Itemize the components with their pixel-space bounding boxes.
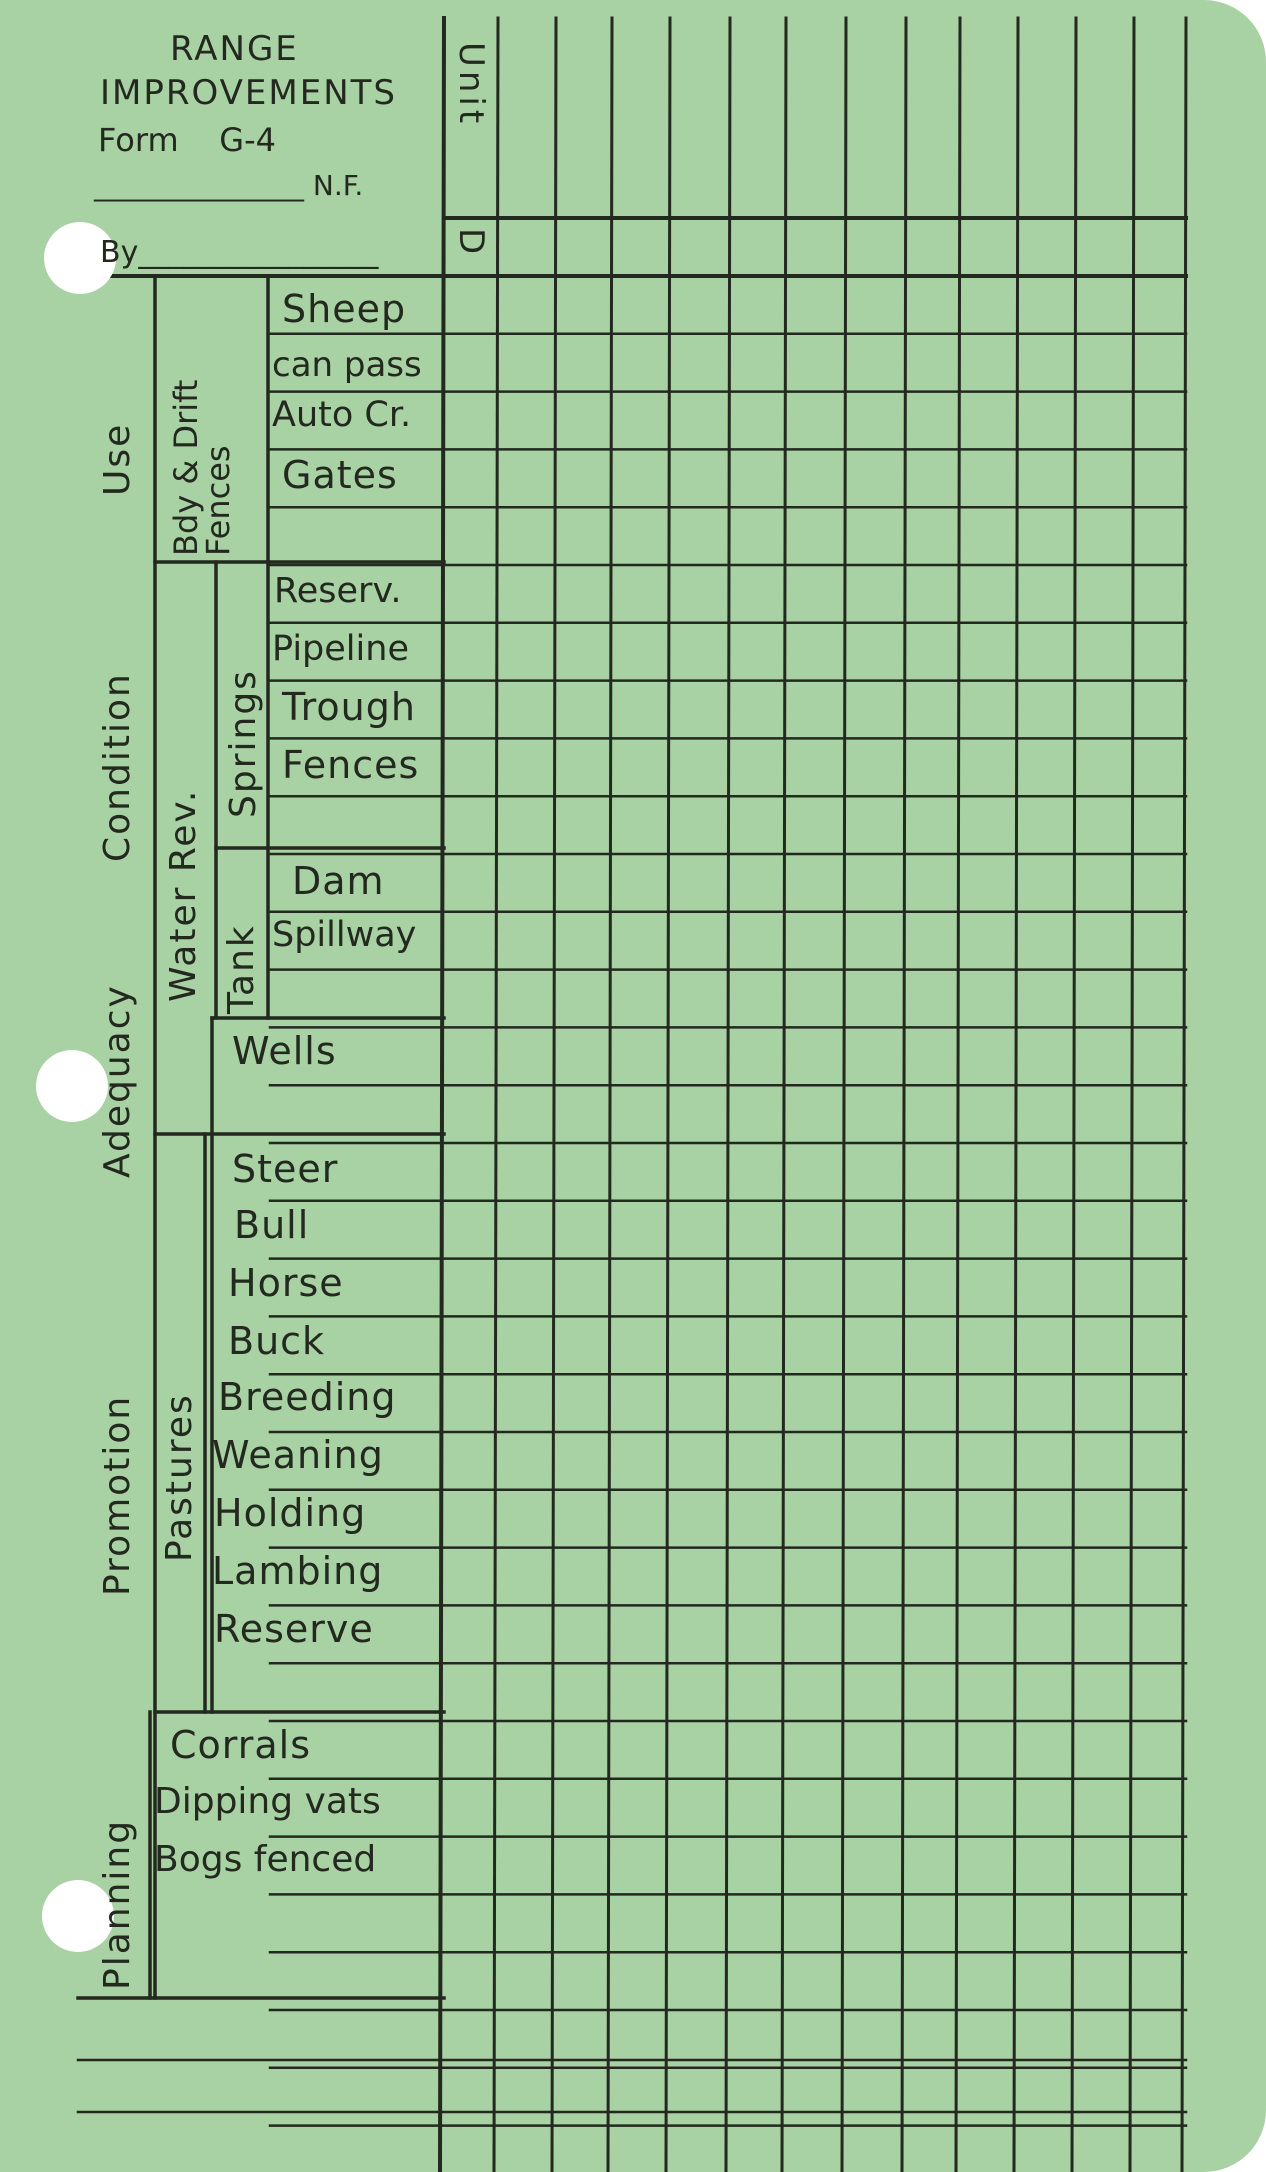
- national-forest-field[interactable]: _______________ N.F.: [94, 169, 364, 202]
- row-label-steer: Steer: [232, 1147, 339, 1191]
- grid-column-line: [726, 18, 730, 2172]
- row-label-trough: Trough: [282, 685, 416, 729]
- grid-column-line: [1130, 18, 1134, 2172]
- pastures-group-label: Pastures: [159, 1393, 200, 1562]
- grid-column-line: [494, 18, 498, 2172]
- row-label-bull: Bull: [234, 1203, 310, 1247]
- row-label-reserve: Reserve: [214, 1607, 374, 1651]
- row-label-corrals: Corrals: [170, 1723, 312, 1767]
- by-field[interactable]: By________________: [100, 235, 379, 270]
- grid-column-line: [440, 18, 444, 2172]
- tank-group-label: Tank: [221, 924, 262, 1014]
- grid-column-line: [1014, 18, 1018, 2172]
- row-label-reserv: Reserv.: [274, 571, 402, 611]
- grid-column-line: [608, 18, 612, 2172]
- water-rev-group-label: Water Rev.: [163, 788, 204, 1002]
- form-title-line2: IMPROVEMENTS: [100, 73, 397, 113]
- springs-group-label: Springs: [223, 669, 264, 818]
- row-label-dipping-vats: Dipping vats: [154, 1781, 381, 1822]
- planning-group-label: Planning: [97, 1818, 138, 1990]
- row-label-buck: Buck: [228, 1319, 326, 1363]
- row-label-horse: Horse: [228, 1261, 344, 1305]
- row-label-bogs-fenced: Bogs fenced: [154, 1839, 377, 1880]
- row-label-pipeline: Pipeline: [272, 629, 409, 669]
- adequacy-group-label: Adequacy: [97, 984, 138, 1178]
- row-label-spillway: Spillway: [272, 915, 417, 955]
- unit-column-label: Unit: [451, 42, 491, 128]
- row-label-lambing: Lambing: [212, 1549, 384, 1593]
- row-label-gates: Gates: [282, 453, 398, 497]
- row-label-weaning: Weaning: [212, 1433, 384, 1477]
- row-label-breeding: Breeding: [218, 1375, 397, 1419]
- row-label-can-pass: can pass: [272, 345, 422, 385]
- row-label-fences: Fences: [282, 743, 420, 787]
- form-number: Form G-4: [98, 121, 276, 159]
- row-label-holding: Holding: [214, 1491, 367, 1535]
- d-column-label: D: [451, 228, 491, 255]
- condition-group-label: Condition: [97, 672, 138, 862]
- grid-column-line: [842, 18, 846, 2172]
- use-group-label: Use: [97, 422, 138, 496]
- promotion-group-label: Promotion: [97, 1394, 138, 1596]
- grid-column-line: [552, 18, 556, 2172]
- grid-column-line: [1072, 18, 1076, 2172]
- row-label-sheep: Sheep: [282, 287, 407, 331]
- grid-column-line: [902, 18, 906, 2172]
- grid-column-line: [956, 18, 960, 2172]
- grid-column-line: [666, 18, 670, 2172]
- fences-group-label: Bdy & Drift Fences: [167, 379, 237, 556]
- grid-column-line: [1182, 18, 1186, 2172]
- row-label-dam: Dam: [292, 859, 385, 903]
- row-label-auto-cr: Auto Cr.: [272, 395, 412, 435]
- grid-column-line: [782, 18, 786, 2172]
- row-label-wells: Wells: [232, 1029, 337, 1073]
- form-title-line1: RANGE: [170, 29, 299, 69]
